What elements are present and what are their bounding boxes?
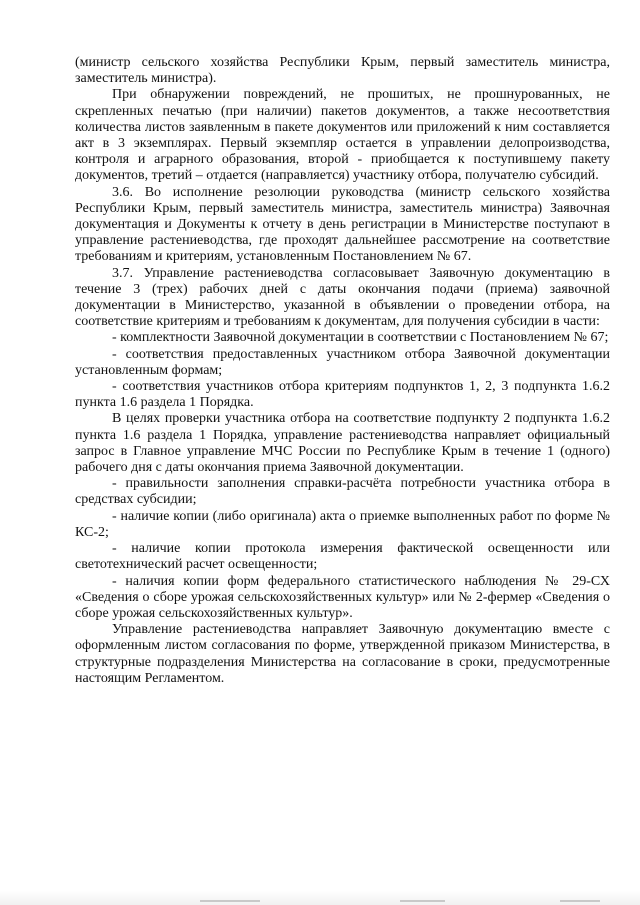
paragraph-3-6: 3.6. Во исполнение резолюции руководства (министр сельского хозяйства Республики Крым, первый заместитель министра, заместитель министра) Заявочная документация и Документы к отчету в день регистрации в Министерстве поступают в управление растениеводства, где проходят дальнейшее рассмотрение на соответствие требованиям и критериям, установленным Постановлением № 67. [75,184,610,265]
list-item-illumination: - наличие копии протокола измерения фактической освещенности или светотехнический расчет освещенности; [75,541,610,573]
list-item-ks2: - наличие копии (либо оригинала) акта о приемке выполненных работ по форме № КС-2; [75,508,610,540]
paragraph-continuation: (министр сельского хозяйства Республики Крым, первый заместитель министра, заместитель министра). [75,55,610,87]
scan-artifact [400,900,445,902]
document-page [75,55,610,687]
page-bottom-edge [0,891,640,905]
list-item-statistics: - наличия копии форм федерального статистического наблюдения № 29-СХ «Сведения о сборе урожая сельскохозяйственных культур» или № 2-фермер «Сведения о сборе урожая сельскохозяйственных культур». [75,573,610,621]
paragraph-3-7: 3.7. Управление растениеводства согласовывает Заявочную документацию в течение 3 (трех) рабочих дней с даты окончания подачи (приема) заявочной документации в Министерство, указанной в объявлении о проведении отбора, на соответствие критериям и требованиям к документам, для получения субсидии в части: [75,265,610,330]
paragraph-damage-act: При обнаружении повреждений, не прошитых, не прошнурованных, не скрепленных печатью (при наличии) пакетов документов, а также несоответствия количества листов заявленным в пакете документов или приложений к ним составляется акт в 3 экземплярах. Первый экземпляр остается в управлении делопроизводства, контроля и аграрного образования, второй - приобщается к поступившему пакету документов, третий – отдается (направляется) участнику отбора, получателю субсидий. [75,87,610,184]
list-item-calculation: - правильности заполнения справки-расчёта потребности участника отбора в средствах субсидии; [75,476,610,508]
paragraph-mchs-request: В целях проверки участника отбора на соответствие подпункту 2 подпункта 1.6.2 пункта 1.6 раздела 1 Порядка, управление растениеводства направляет официальный запрос в Главное управление МЧС России по Республике Крым в течение 1 (одного) рабочего дня с даты окончания приема Заявочной документации. [75,411,610,476]
paragraph-approval-sheet: Управление растениеводства направляет Заявочную документацию вместе с оформленным листом согласования по форме, утвержденной приказом Министерства, в структурные подразделения Министерства на согласование в сроки, предусмотренные настоящим Регламентом. [75,622,610,686]
list-item-completeness: - комплектности Заявочной документации в соответствии с Постановлением № 67; [112,330,609,346]
list-item-criteria: - соответствия участников отбора критериям подпунктов 1, 2, 3 подпункта 1.6.2 пункта 1.6 раздела 1 Порядка. [75,379,610,411]
list-item-forms: - соответствия предоставленных участником отбора Заявочной документации установленным формам; [75,346,610,378]
scan-artifact [560,900,600,902]
scan-artifact [200,900,260,902]
